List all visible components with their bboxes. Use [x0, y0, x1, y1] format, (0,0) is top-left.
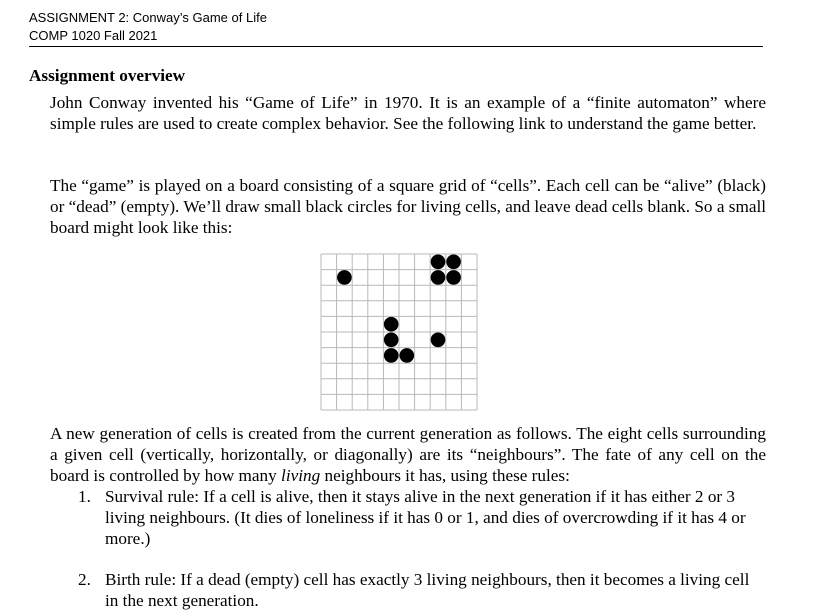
live-cell — [446, 270, 461, 285]
live-cell — [384, 332, 399, 347]
live-cell — [431, 270, 446, 285]
live-cell — [431, 332, 446, 347]
paragraph-board-description: The “game” is played on a board consisting of a square grid of “cells”. Each cell can be “alive” (black) or “dead” (empty). We’ll draw small black circles for living cells, and leave dead cells blank. So a small board might look like this: — [50, 176, 766, 237]
live-cell — [431, 254, 446, 269]
course-label: COMP 1020 Fall 2021 — [29, 28, 158, 43]
game-board — [320, 253, 478, 411]
live-cell — [384, 317, 399, 332]
rules-intro-text: A new generation of cells is created from the current generation as follows. The eight cells surrounding a given cell (vertically, horizontally, or diagonally) are its “neighbours”. The fate of any cell on the board is controlled by how many — [50, 424, 766, 485]
paragraph-generation-rules — [50, 423, 766, 486]
section-title: Assignment overview — [29, 66, 186, 85]
rule-text: Birth rule: If a dead (empty) cell has exactly 3 living neighbours, then it becomes a living cell in the next generation. — [105, 570, 750, 610]
live-cell — [384, 348, 399, 363]
rule-number: 2. — [78, 570, 91, 589]
assignment-title: ASSIGNMENT 2: Conway’s Game of Life — [29, 10, 267, 25]
live-cell — [399, 348, 414, 363]
rule-text: Survival rule: If a cell is alive, then it stays alive in the next generation if it has either 2 or 3 living neighbours. (It dies of loneliness if it has 0 or 1, and dies of overcrowding if it has 4 or more.) — [105, 487, 746, 548]
live-cell — [446, 254, 461, 269]
rule-survival — [50, 486, 766, 549]
rule-number: 1. — [78, 487, 91, 506]
document-header — [29, 9, 763, 47]
paragraph-intro: John Conway invented his “Game of Life” in 1970. It is an example of a “finite automaton” where simple rules are used to create complex behavior. See the following link to understand the game better. — [50, 93, 766, 133]
rule-birth — [50, 569, 766, 611]
rules-list — [50, 486, 766, 611]
live-cell — [337, 270, 352, 285]
living-emphasis: living — [281, 466, 321, 485]
rules-intro-text-end: neighbours it has, using these rules: — [320, 466, 570, 485]
